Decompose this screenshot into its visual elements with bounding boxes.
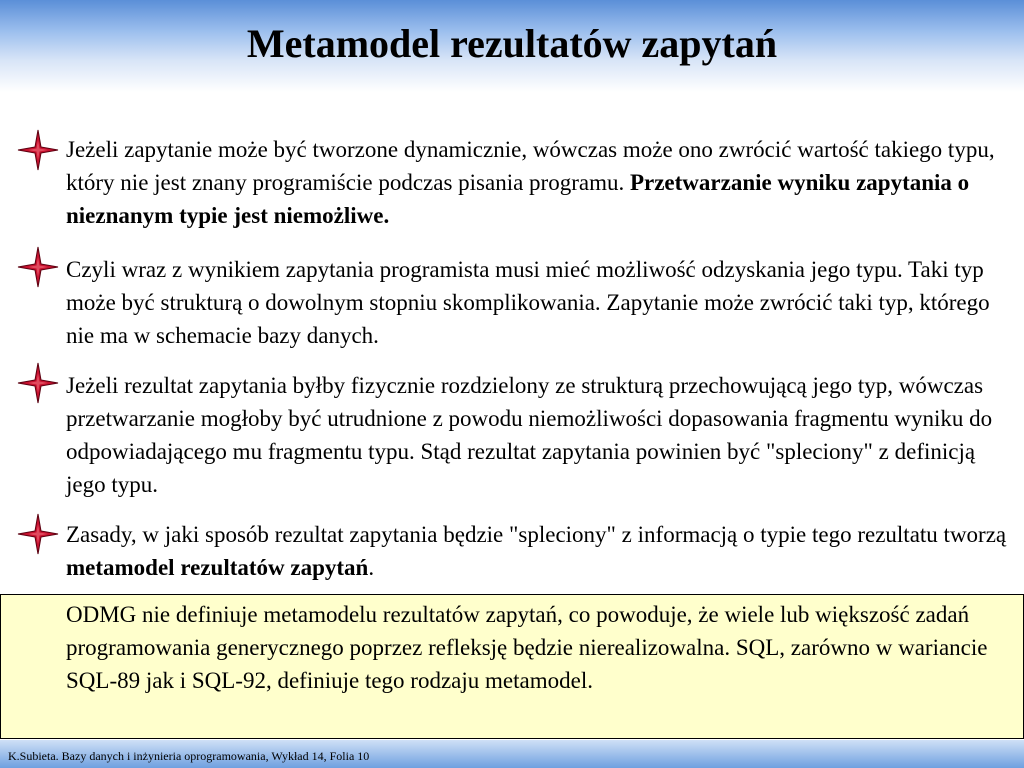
footer-text: K.Subieta. Bazy danych i inżynieria oprogramowania, Wykład 14, Folia 10 — [8, 749, 370, 763]
bullet-interwoven-result — [66, 369, 1020, 501]
four-point-star-icon — [16, 512, 60, 556]
bullet-bold-text: Przetwarzanie wyniku zapytania o nieznanym typie jest niemożliwe. — [66, 170, 970, 228]
bullet-dynamic-query-type — [66, 133, 1020, 232]
bullet-text: Jeżeli rezultat zapytania byłby fizycznie rozdzielony ze strukturą przechowującą jego typ, wówczas przetwarzanie mogłoby być utrudnione z powodu niemożliwości dopasowania fragmentu wyniku do odpowiadającego mu fragmentu typu. Stąd rezultat zapytania powinien być "spleciony" z definicją jego typu. — [66, 373, 993, 497]
bullet-text: Zasady, w jaki sposób rezultat zapytania będzie "spleciony" z informacją o typie tego rezultatu tworzą — [66, 522, 1007, 547]
bullet-recover-type — [66, 253, 1020, 352]
bullet-metamodel-rules — [66, 518, 1020, 584]
four-point-star-icon — [16, 361, 60, 405]
bullet-tail: . — [368, 555, 375, 580]
slide-title: Metamodel rezultatów zapytań — [246, 21, 778, 66]
four-point-star-icon — [16, 128, 60, 172]
four-point-star-icon — [16, 245, 60, 289]
bullet-bold-text: metamodel rezultatów zapytań — [66, 555, 369, 580]
bullet-text: Czyli wraz z wynikiem zapytania programista musi mieć możliwość odzyskania jego typu. Taki typ może być strukturą o dowolnym stopniu skomplikowania. Zapytanie może zwrócić taki typ, którego nie ma w schemacie bazy danych. — [66, 257, 990, 348]
note-text: ODMG nie definiuje metamodelu rezultatów zapytań, co powoduje, że wiele lub większość zadań programowania generycznego poprzez refleksję będzie nierealizowalna. SQL, zarówno w wariancie SQL-89 jak i SQL-92, definiuje tego rodzaju metamodel. — [66, 602, 988, 693]
bullet-text: Jeżeli zapytanie może być tworzone dynamicznie, wówczas może ono zwrócić wartość takiego typu, który nie jest znany programiście podczas pisania programu. — [66, 137, 995, 195]
